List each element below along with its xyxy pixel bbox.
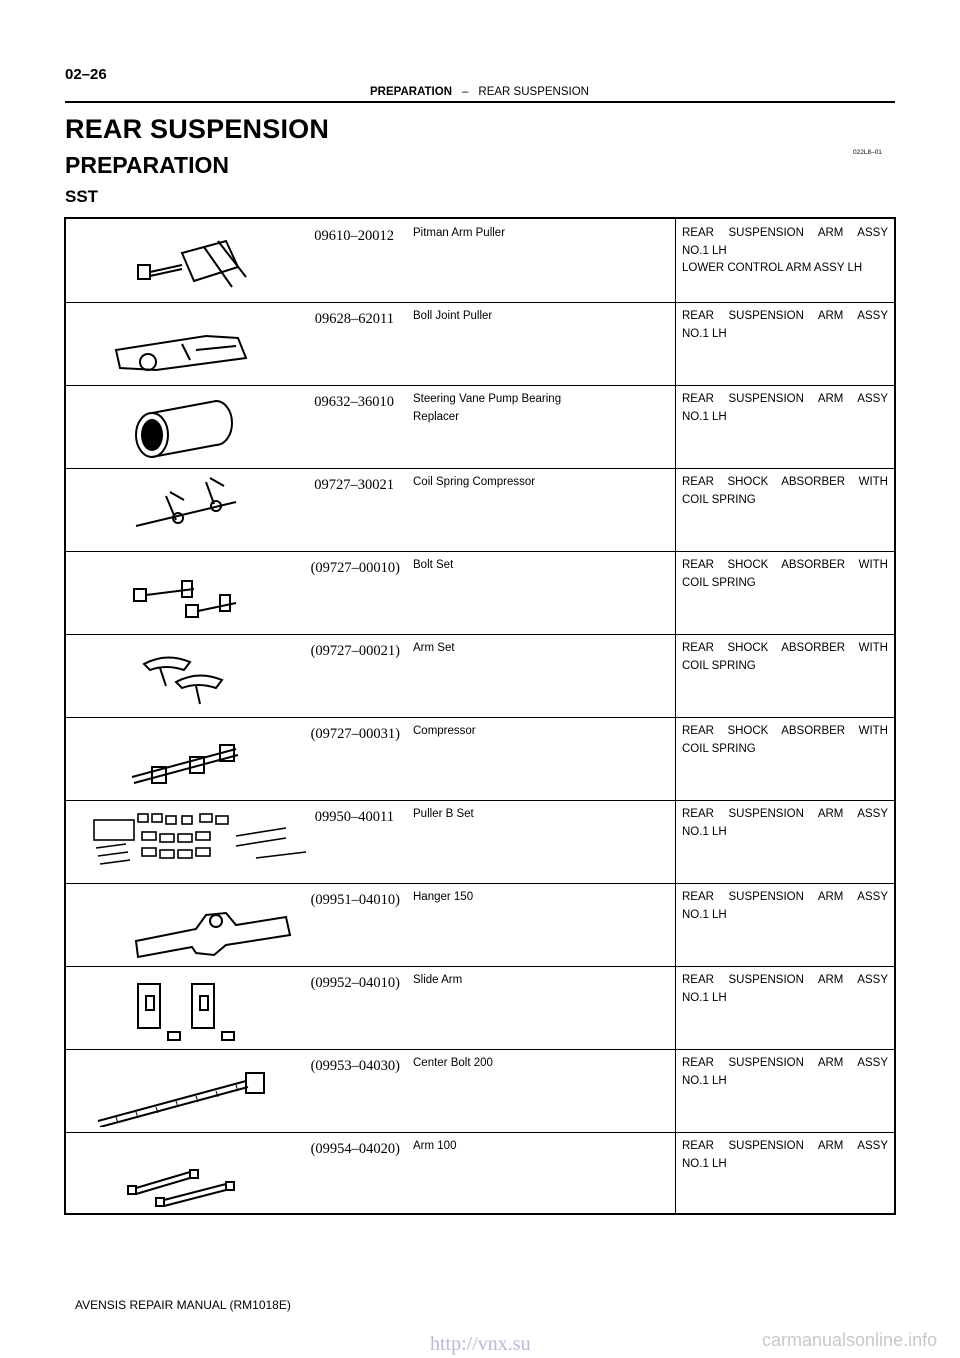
usage-cell [682,225,888,278]
table-row [66,302,894,386]
usage-line: REAR SUSPENSION ARM ASSY [682,310,888,322]
table-row [66,634,894,718]
part-number: (09727–00031) [310,726,400,742]
tool-name [413,557,653,575]
watermark: carmanualsonline.info [762,1330,938,1350]
sst-table [64,217,896,1215]
table-row [66,883,894,967]
table-row [66,468,894,552]
tool-name-line: Pitman Arm Puller [413,227,506,239]
tool-name [413,308,653,326]
tool-name [413,972,653,990]
table-row [66,717,894,801]
usage-cell [682,557,888,592]
running-header-subsection: REAR SUSPENSION [478,86,589,98]
header-rule [65,101,895,103]
usage-cell [682,474,888,509]
page-title: REAR SUSPENSION [65,114,330,144]
usage-cell [682,391,888,426]
table-row [66,1049,894,1133]
table-row [66,1132,894,1215]
tool-name [413,1055,653,1073]
tool-name-line: Bolt Set [413,559,454,571]
usage-line: REAR SUSPENSION ARM ASSY [682,1057,888,1069]
tool-name-line: Center Bolt 200 [413,1057,493,1069]
tool-name [413,225,653,243]
part-number: 09628–62011 [314,311,394,327]
table-row [66,385,894,469]
tool-name-line: Slide Arm [413,974,463,986]
usage-line: REAR SUSPENSION ARM ASSY [682,393,888,405]
usage-line: REAR SUSPENSION ARM ASSY [682,227,888,239]
usage-line: REAR SHOCK ABSORBER WITH [682,476,888,488]
usage-line: REAR SUSPENSION ARM ASSY [682,808,888,820]
usage-line: COIL SPRING [682,659,756,672]
tool-name-line: Replacer [413,410,460,423]
part-number: 09950–40011 [314,809,394,825]
running-header-dash: – [462,86,469,98]
watermark-link[interactable]: http://vnx.su [430,1333,531,1355]
usage-line: NO.1 LH [682,410,727,423]
table-row [66,551,894,635]
part-number: 09632–36010 [314,394,394,410]
usage-line: NO.1 LH [682,991,727,1004]
bearing-replacer-icon [86,393,326,463]
puller-b-set-icon [86,808,326,878]
usage-cell [682,806,888,841]
tool-name-line: Steering Vane Pump Bearing [413,393,562,405]
usage-line: COIL SPRING [682,493,756,506]
usage-cell [682,723,888,758]
usage-cell [682,1055,888,1090]
usage-line: NO.1 LH [682,327,727,340]
part-number: (09954–04020) [310,1141,400,1157]
section-subtitle: PREPARATION [65,152,229,178]
running-header-section: PREPARATION [370,86,452,98]
running-header [370,86,589,98]
tool-name-line: Puller B Set [413,808,474,820]
usage-line: REAR SHOCK ABSORBER WITH [682,725,888,737]
pitman-arm-puller-icon [86,227,326,297]
tool-name-line: Compressor [413,725,476,737]
part-number: (09727–00021) [310,643,400,659]
document-code: 022L8–01 [853,149,882,156]
page-number: 02–26 [65,66,107,83]
tool-name [413,391,653,426]
usage-line: REAR SUSPENSION ARM ASSY [682,891,888,903]
footer: AVENSIS REPAIR MANUAL (RM1018E) [75,1298,291,1312]
tool-name [413,723,653,741]
part-number: 09727–30021 [314,477,394,493]
usage-line: NO.1 LH [682,1074,727,1087]
tool-name-line: Arm Set [413,642,455,654]
part-number: (09727–00010) [310,560,400,576]
usage-cell [682,308,888,343]
usage-line: REAR SHOCK ABSORBER WITH [682,642,888,654]
usage-cell [682,640,888,675]
usage-cell [682,1138,888,1173]
usage-line: COIL SPRING [682,742,756,755]
usage-line: NO.1 LH [682,908,727,921]
ball-joint-puller-icon [86,310,326,380]
table-row [66,966,894,1050]
tool-name [413,474,653,492]
part-number: (09952–04010) [310,975,400,991]
usage-line: REAR SUSPENSION ARM ASSY [682,974,888,986]
usage-cell [682,972,888,1007]
tool-name-line: Arm 100 [413,1140,457,1152]
usage-line: REAR SHOCK ABSORBER WITH [682,559,888,571]
coil-spring-compressor-icon [86,476,326,546]
tool-name [413,1138,653,1156]
usage-line: LOWER CONTROL ARM ASSY LH [682,262,863,274]
tool-name [413,889,653,907]
usage-line: NO.1 LH [682,1157,727,1170]
part-number: (09951–04010) [310,892,400,908]
table-row [66,800,894,884]
part-number: 09610–20012 [314,228,394,244]
tool-name [413,806,653,824]
usage-cell [682,889,888,924]
usage-line: REAR SUSPENSION ARM ASSY [682,1140,888,1152]
sst-heading: SST [65,187,99,206]
tool-name-line: Coil Spring Compressor [413,476,536,488]
part-number: (09953–04030) [310,1058,400,1074]
usage-line: NO.1 LH [682,244,727,257]
tool-name [413,640,653,658]
tool-name-line: Boll Joint Puller [413,310,493,322]
table-row [66,219,894,303]
tool-name-line: Hanger 150 [413,891,474,903]
usage-line: COIL SPRING [682,576,756,589]
usage-line: NO.1 LH [682,825,727,838]
